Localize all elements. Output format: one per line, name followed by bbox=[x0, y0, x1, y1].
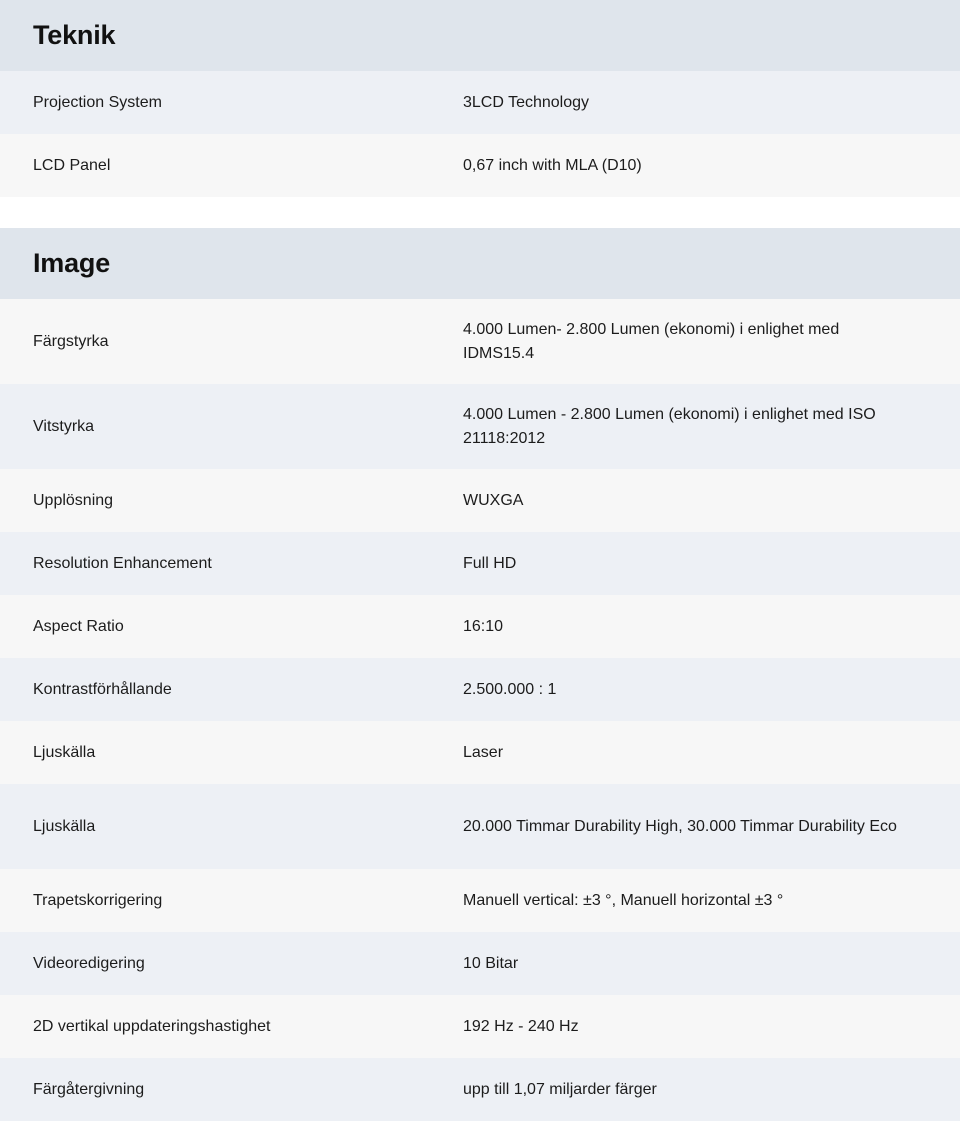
spec-label: Kontrastförhållande bbox=[33, 680, 172, 698]
spec-value: 3LCD Technology bbox=[463, 93, 590, 111]
spec-row bbox=[0, 869, 960, 932]
spec-value: 4.000 Lumen- 2.800 Lumen (ekonomi) i enlighet med IDMS15.4 bbox=[463, 320, 840, 362]
spec-label: LCD Panel bbox=[33, 156, 111, 174]
spec-label: Ljuskälla bbox=[33, 743, 96, 761]
spec-label: Resolution Enhancement bbox=[33, 554, 212, 572]
spec-label: Trapetskorrigering bbox=[33, 891, 163, 909]
spec-row bbox=[0, 995, 960, 1058]
section-title: Image bbox=[33, 248, 111, 278]
spec-row bbox=[0, 784, 960, 869]
section-teknik bbox=[0, 0, 960, 197]
spec-value: Laser bbox=[463, 743, 504, 761]
spec-row bbox=[0, 932, 960, 995]
spec-label: Aspect Ratio bbox=[33, 617, 124, 635]
spec-value: 2.500.000 : 1 bbox=[463, 680, 557, 698]
spec-label: Upplösning bbox=[33, 491, 114, 509]
spec-label: Ljuskälla bbox=[33, 817, 96, 835]
section-header bbox=[0, 228, 960, 299]
spec-row bbox=[0, 595, 960, 658]
spec-row bbox=[0, 721, 960, 784]
spec-label: Färgåtergivning bbox=[33, 1080, 145, 1098]
section-divider bbox=[0, 197, 960, 228]
spec-label: Färgstyrka bbox=[33, 332, 109, 350]
spec-value: 10 Bitar bbox=[463, 954, 519, 972]
spec-row bbox=[0, 384, 960, 469]
spec-label: Vitstyrka bbox=[33, 417, 95, 435]
spec-value: 192 Hz - 240 Hz bbox=[463, 1017, 579, 1035]
spec-value: 16:10 bbox=[463, 617, 504, 635]
spec-label: Videoredigering bbox=[33, 954, 145, 972]
section-header bbox=[0, 0, 960, 71]
spec-row bbox=[0, 658, 960, 721]
section-image bbox=[0, 228, 960, 1121]
spec-value: Full HD bbox=[463, 554, 517, 572]
spec-row bbox=[0, 299, 960, 384]
spec-value: 20.000 Timmar Durability High, 30.000 Timmar Durability Eco bbox=[463, 817, 897, 835]
spec-row bbox=[0, 134, 960, 197]
spec-value: 0,67 inch with MLA (D10) bbox=[463, 156, 642, 174]
section-title: Teknik bbox=[33, 20, 116, 50]
spec-value: WUXGA bbox=[463, 491, 524, 509]
spec-value: Manuell vertical: ±3 °, Manuell horizontal ±3 ° bbox=[463, 891, 784, 909]
spec-value: upp till 1,07 miljarder färger bbox=[463, 1080, 657, 1098]
spec-row bbox=[0, 469, 960, 532]
spec-row bbox=[0, 71, 960, 134]
spec-label: Projection System bbox=[33, 93, 162, 111]
spec-label: 2D vertikal uppdateringshastighet bbox=[33, 1017, 271, 1035]
spec-value: 4.000 Lumen - 2.800 Lumen (ekonomi) i enlighet med ISO 21118:2012 bbox=[463, 405, 876, 447]
spec-row bbox=[0, 532, 960, 595]
spec-row bbox=[0, 1058, 960, 1121]
